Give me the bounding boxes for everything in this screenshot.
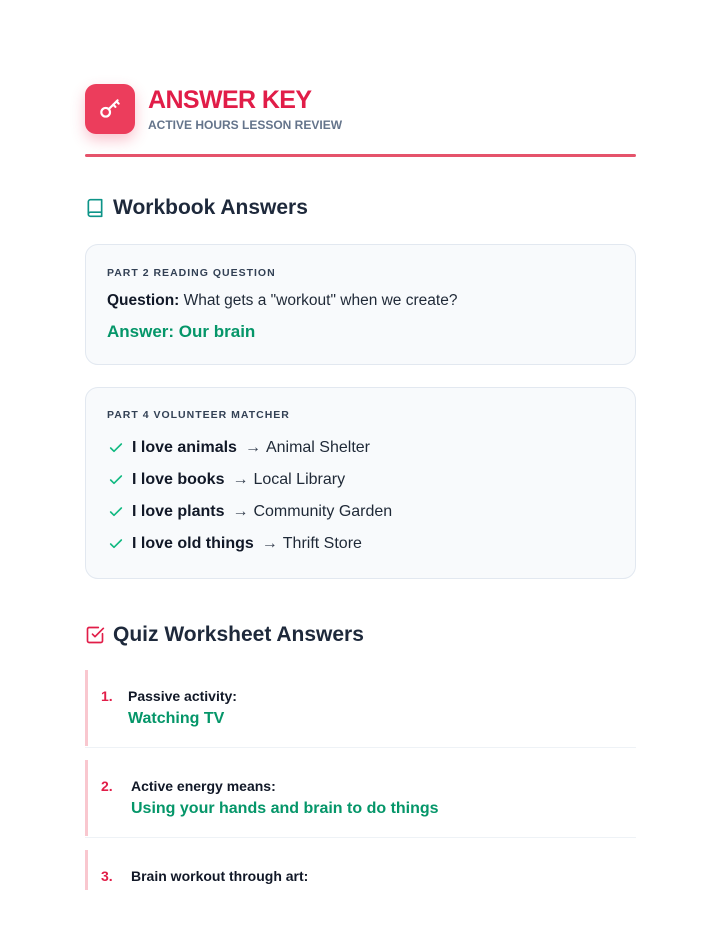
matcher-place: Thrift Store [282, 535, 362, 552]
matcher-place: Community Garden [253, 503, 393, 520]
matcher-interest: I love old things [132, 535, 254, 552]
quiz-answer: Using your hands and brain to do things [131, 800, 439, 817]
quiz-question: Passive activity: [128, 688, 237, 704]
matcher-row [108, 535, 362, 553]
book-icon [85, 198, 105, 218]
quiz-item [85, 850, 636, 890]
check-icon [108, 536, 124, 552]
answer-key-page [85, 0, 636, 932]
reading-card-label: PART 2 READING QUESTION [107, 267, 276, 279]
check-icon [108, 504, 124, 520]
key-icon [85, 84, 135, 134]
arrow-icon: → [261, 535, 278, 552]
quiz-item-accent [85, 760, 88, 836]
check-icon [108, 440, 124, 456]
quiz-item [85, 670, 636, 748]
header [85, 84, 636, 158]
quiz-answer: Watching TV [128, 710, 225, 727]
reading-question-card [85, 244, 636, 365]
arrow-icon: → [244, 439, 261, 456]
arrow-icon: → [232, 503, 249, 520]
volunteer-matcher-card [85, 387, 636, 579]
quiz-heading: Quiz Worksheet Answers [113, 623, 364, 646]
matcher-place: Animal Shelter [265, 439, 370, 456]
workbook-heading: Workbook Answers [113, 196, 308, 219]
quiz-divider [85, 837, 636, 838]
quiz-item-accent [85, 850, 88, 890]
quiz-number: 2. [101, 778, 113, 794]
question-text: What gets a "workout" when we create? [183, 292, 458, 309]
matcher-interest: I love plants [132, 503, 225, 520]
matcher-card-label: PART 4 VOLUNTEER MATCHER [107, 409, 290, 421]
quiz-question: Brain workout through art: [131, 868, 309, 884]
reading-answer: Answer: Our brain [107, 322, 256, 341]
matcher-row [108, 503, 392, 521]
quiz-item [85, 760, 636, 838]
arrow-icon: → [232, 471, 249, 488]
page-title: ANSWER KEY [148, 86, 312, 114]
workbook-section-heading [85, 196, 308, 220]
reading-question [107, 292, 457, 310]
check-icon [108, 472, 124, 488]
quiz-number: 3. [101, 868, 113, 884]
quiz-item-accent [85, 670, 88, 746]
matcher-interest: I love books [132, 471, 225, 488]
checkbox-icon [85, 625, 105, 645]
page-subtitle: ACTIVE HOURS LESSON REVIEW [148, 118, 343, 132]
matcher-row [108, 471, 345, 489]
quiz-question: Active energy means: [131, 778, 276, 794]
quiz-section-heading [85, 623, 364, 647]
header-divider [85, 154, 636, 157]
question-prefix: Question: [107, 292, 180, 309]
quiz-divider [85, 747, 636, 748]
matcher-interest: I love animals [132, 439, 237, 456]
matcher-row [108, 439, 370, 457]
quiz-number: 1. [101, 688, 113, 704]
matcher-place: Local Library [253, 471, 346, 488]
